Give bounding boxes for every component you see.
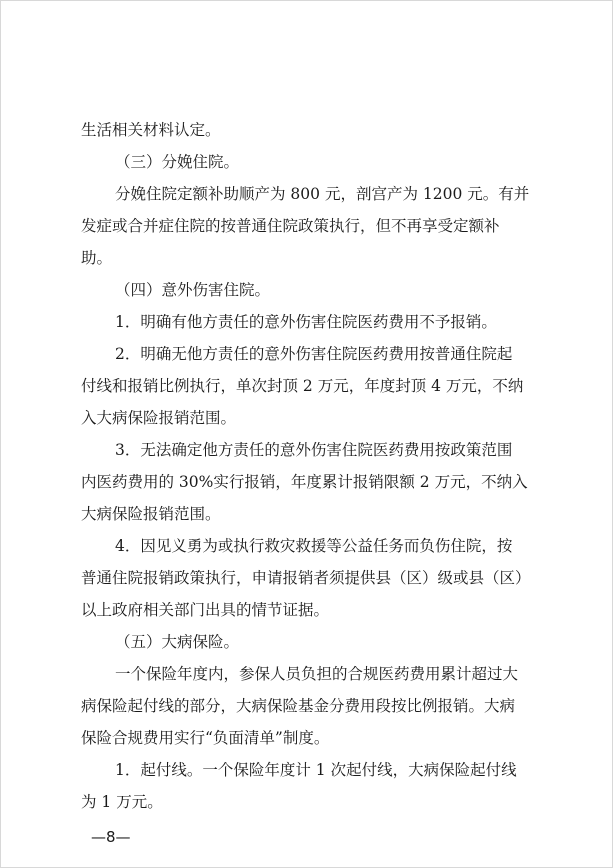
text-line-11: 3．无法确定他方责任的意外伤害住院医药费用按政策范围 xyxy=(115,441,513,459)
section-heading-5: （五）大病保险。 xyxy=(115,633,240,651)
text-line-22: 为 1 万元。 xyxy=(81,793,163,811)
text-line-7: 1．明确有他方责任的意外伤害住院医药费用不予报销。 xyxy=(115,313,497,331)
text-line-20: 保险合规费用实行“负面清单”制度。 xyxy=(81,729,330,747)
text-line-3: 分娩住院定额补助顺产为 800 元，剖宫产为 1200 元。有并 xyxy=(115,185,530,203)
text-line-8: 2．明确无他方责任的意外伤害住院医药费用按普通住院起 xyxy=(115,345,513,363)
section-heading-3: （三）分娩住院。 xyxy=(115,153,240,171)
page-number: —8— xyxy=(91,828,131,846)
text-line-19: 病保险起付线的部分，大病保险基金分费用段按比例报销。大病 xyxy=(81,697,516,715)
text-line-9: 付线和报销比例执行，单次封顶 2 万元，年度封顶 4 万元，不纳 xyxy=(81,377,524,395)
section-heading-4: （四）意外伤害住院。 xyxy=(115,281,271,299)
text-line-13: 大病保险报销范围。 xyxy=(81,505,221,523)
text-line-1: 生活相关材料认定。 xyxy=(81,121,221,139)
text-line-12: 内医药费用的 30%实行报销，年度累计报销限额 2 万元，不纳入 xyxy=(81,473,528,491)
text-line-14: 4．因见义勇为或执行救灾救援等公益任务而负伤住院，按 xyxy=(115,537,513,555)
text-line-5: 助。 xyxy=(81,249,113,267)
text-line-10: 入大病保险报销范围。 xyxy=(81,409,237,427)
text-line-4: 发症或合并症住院的按普通住院政策执行，但不再享受定额补 xyxy=(81,217,500,235)
text-line-21: 1．起付线。一个保险年度计 1 次起付线，大病保险起付线 xyxy=(115,761,517,779)
text-line-15: 普通住院报销政策执行，申请报销者须提供县（区）级或县（区） xyxy=(81,569,531,587)
text-line-16: 以上政府相关部门出具的情节证据。 xyxy=(81,601,330,619)
text-line-18: 一个保险年度内，参保人员负担的合规医药费用累计超过大 xyxy=(115,665,519,683)
